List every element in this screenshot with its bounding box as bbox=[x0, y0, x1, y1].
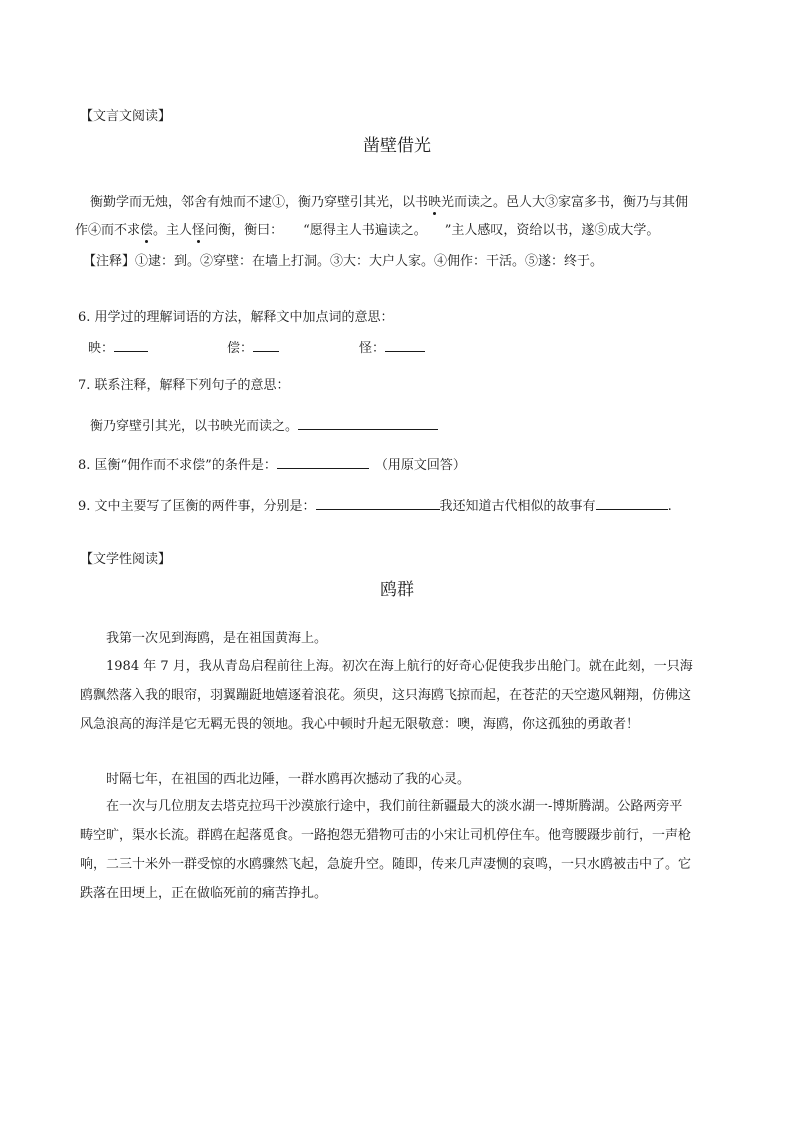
question-8 bbox=[78, 456, 466, 474]
answer-blank-guai[interactable] bbox=[385, 339, 425, 352]
answer-blank-ying[interactable] bbox=[114, 339, 148, 352]
passage-text: 。主人 bbox=[153, 223, 193, 238]
question-9-stem-b: 我还知道古代相似的故事有 bbox=[439, 499, 596, 514]
passage-text: 作④而不求 bbox=[75, 223, 141, 238]
answer-blank-q8[interactable] bbox=[277, 456, 369, 469]
passage-text: 衡勤学而无烛，邻舍有烛而不逮①，衡乃穿壁引其光，以书 bbox=[90, 195, 429, 210]
question-6-stem: 6. 用学过的理解词语的方法，解释文中加点词的意思： bbox=[78, 310, 394, 325]
literary-paragraph-4-line-1: 在一次与几位朋友去塔克拉玛干沙漠旅行途中，我们前往新疆最大的淡水湖一-博斯腾湖。公路两旁平 bbox=[106, 799, 683, 814]
passage-line-2 bbox=[75, 223, 659, 239]
annotation-note: 【注释】①逮：到。②穿壁：在墙上打洞。③大：大户人家。④佣作：干活。⑤遂：终于。 bbox=[83, 254, 604, 269]
literary-paragraph-3: 时隔七年，在祖国的西北边陲，一群水鸥再次撼动了我的心灵。 bbox=[106, 772, 471, 787]
question-9 bbox=[78, 497, 672, 515]
question-7-stem: 7. 联系注释，解释下列句子的意思： bbox=[78, 378, 290, 393]
question-9-period: . bbox=[667, 499, 672, 514]
literary-paragraph-2-line-2: 鸥飘然落入我的眼帘，羽翼蹦跹地嬉逐着浪花。须臾，这只海鸥飞掠而起，在苍茫的天空遨风翱翔，仿佛这 bbox=[80, 688, 692, 703]
section-label-classical: 【文言文阅读】 bbox=[80, 109, 172, 124]
label-ying: 映： bbox=[88, 341, 115, 356]
answer-blank-chang[interactable] bbox=[253, 339, 279, 352]
passage-text: 光而读之。邑人大③家富多书，衡乃与其佣 bbox=[441, 195, 689, 210]
literary-paragraph-1: 我第一次见到海鸥，是在祖国黄海上。 bbox=[106, 631, 328, 646]
literary-paragraph-4-line-2: 畴空旷，渠水长流。群鸥在起落觅食。一路抱怨无猎物可击的小宋让司机停住车。他弯腰蹑步前行，一声枪 bbox=[80, 828, 692, 843]
passage-text: “愿得主人书遍读之。 bbox=[303, 223, 427, 238]
passage-title-classical: 凿壁借光 bbox=[363, 136, 431, 156]
dotted-word-ying: 映 bbox=[428, 195, 442, 210]
question-9-stem: 9. 文中主要写了匡衡的两件事，分别是： bbox=[78, 499, 316, 514]
literary-paragraph-4-line-4: 跌落在田埂上，正在做临死前的痛苦挣扎。 bbox=[80, 886, 328, 901]
passage-title-literary: 鸥群 bbox=[380, 580, 414, 600]
question-8-stem: 8. 匡衡“佣作而不求偿”的条件是： bbox=[78, 458, 277, 473]
question-7-sentence: 衡乃穿壁引其光，以书映光而读之。 bbox=[90, 419, 299, 434]
answer-blank-q9-events[interactable] bbox=[316, 497, 440, 510]
label-chang: 偿： bbox=[227, 341, 254, 356]
section-label-literary: 【文学性阅读】 bbox=[80, 552, 172, 567]
passage-line-1 bbox=[90, 195, 688, 211]
answer-blank-q9-story[interactable] bbox=[596, 497, 668, 510]
question-7-answer bbox=[90, 417, 438, 435]
literary-paragraph-2-line-1: 1984 年 7 月，我从青岛启程前往上海。初次在海上航行的好奇心促使我步出舱门。就在此刻，一只海 bbox=[106, 659, 693, 674]
answer-blank-q7[interactable] bbox=[298, 417, 438, 430]
dotted-word-chang: 偿 bbox=[140, 223, 154, 238]
question-8-hint: （用原文回答） bbox=[374, 458, 466, 473]
literary-paragraph-2-line-3: 风急浪高的海洋是它无羁无畏的领地。我心中顿时升起无限敬意：噢，海鸥，你这孤独的勇敢者！ bbox=[80, 717, 640, 732]
literary-paragraph-4-line-3: 响，二三十米外一群受惊的水鸥骤然飞起，急旋升空。随即，传来几声凄恻的哀鸣，一只水鸥被击中了。它 bbox=[80, 857, 692, 872]
passage-text: 问衡，衡曰： bbox=[205, 223, 284, 238]
label-guai: 怪： bbox=[359, 341, 386, 356]
passage-text: ”主人感叹，资给以书，遂⑤成大学。 bbox=[444, 223, 660, 238]
question-6-answers bbox=[88, 339, 425, 357]
dotted-word-guai: 怪 bbox=[192, 223, 206, 238]
